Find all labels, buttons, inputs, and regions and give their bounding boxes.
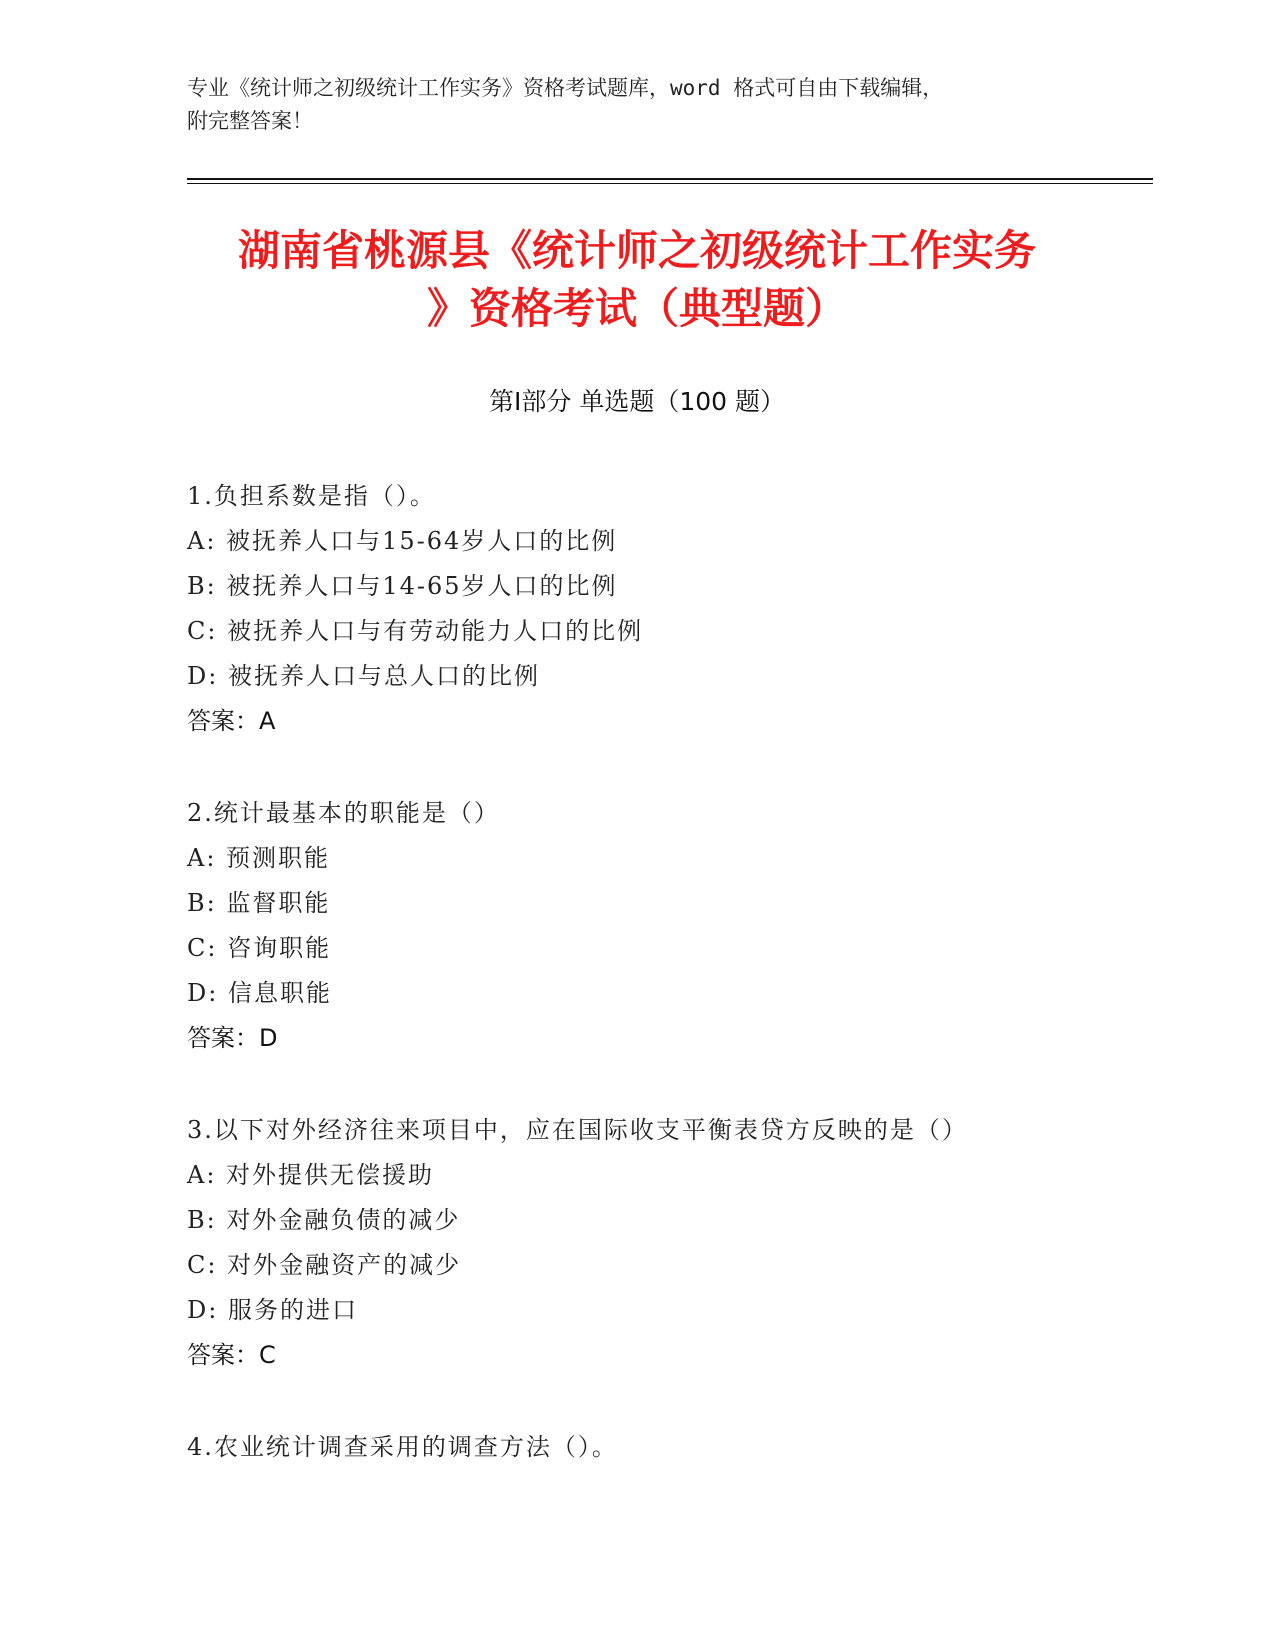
document-title-line-2: 》资格考试（典型题）: [426, 284, 847, 333]
option-a: A: 对外提供无偿援助: [187, 1161, 435, 1189]
question-4: [187, 1425, 1153, 1470]
option-b: B: 监督职能: [187, 889, 331, 917]
header-note: [187, 72, 1067, 138]
document-title: [187, 222, 1087, 338]
option-a: A: 预测职能: [187, 844, 331, 872]
option-d: D: 服务的进口: [187, 1296, 358, 1324]
question-stem: 3.以下对外经济往来项目中，应在国际收支平衡表贷方反映的是（）: [187, 1116, 968, 1144]
answer: 答案：C: [187, 1341, 276, 1369]
question-stem: 4.农业统计调查采用的调查方法（）。: [187, 1433, 618, 1461]
question-2: [187, 791, 1153, 1061]
section-heading: 第Ⅰ部分 单选题（100 题）: [489, 387, 785, 416]
option-d: D: 信息职能: [187, 979, 332, 1007]
header-note-line-1: 专业《统计师之初级统计工作实务》资格考试题库，word 格式可自由下载编辑，: [187, 76, 944, 100]
option-c: C: 对外金融资产的减少: [187, 1251, 462, 1279]
question-3: [187, 1108, 1153, 1378]
header-divider-thick: [187, 178, 1153, 180]
option-b: B: 对外金融负债的减少: [187, 1206, 461, 1234]
option-a: A: 被抚养人口与15-64岁人口的比例: [187, 527, 618, 555]
document-title-line-1: 湖南省桃源县《统计师之初级统计工作实务: [237, 226, 1036, 275]
header-note-line-2: 附完整答案！: [187, 109, 313, 133]
answer: 答案：A: [187, 707, 276, 735]
option-d: D: 被抚养人口与总人口的比例: [187, 662, 540, 690]
option-c: C: 被抚养人口与有劳动能力人口的比例: [187, 617, 644, 645]
option-c: C: 咨询职能: [187, 934, 332, 962]
question-stem: 2.统计最基本的职能是（）: [187, 799, 500, 827]
header-divider-thin: [187, 183, 1153, 184]
answer: 答案：D: [187, 1024, 278, 1052]
question-list: [187, 474, 1153, 1517]
option-b: B: 被抚养人口与14-65岁人口的比例: [187, 572, 618, 600]
question-stem: 1.负担系数是指（）。: [187, 482, 436, 510]
question-1: [187, 474, 1153, 744]
